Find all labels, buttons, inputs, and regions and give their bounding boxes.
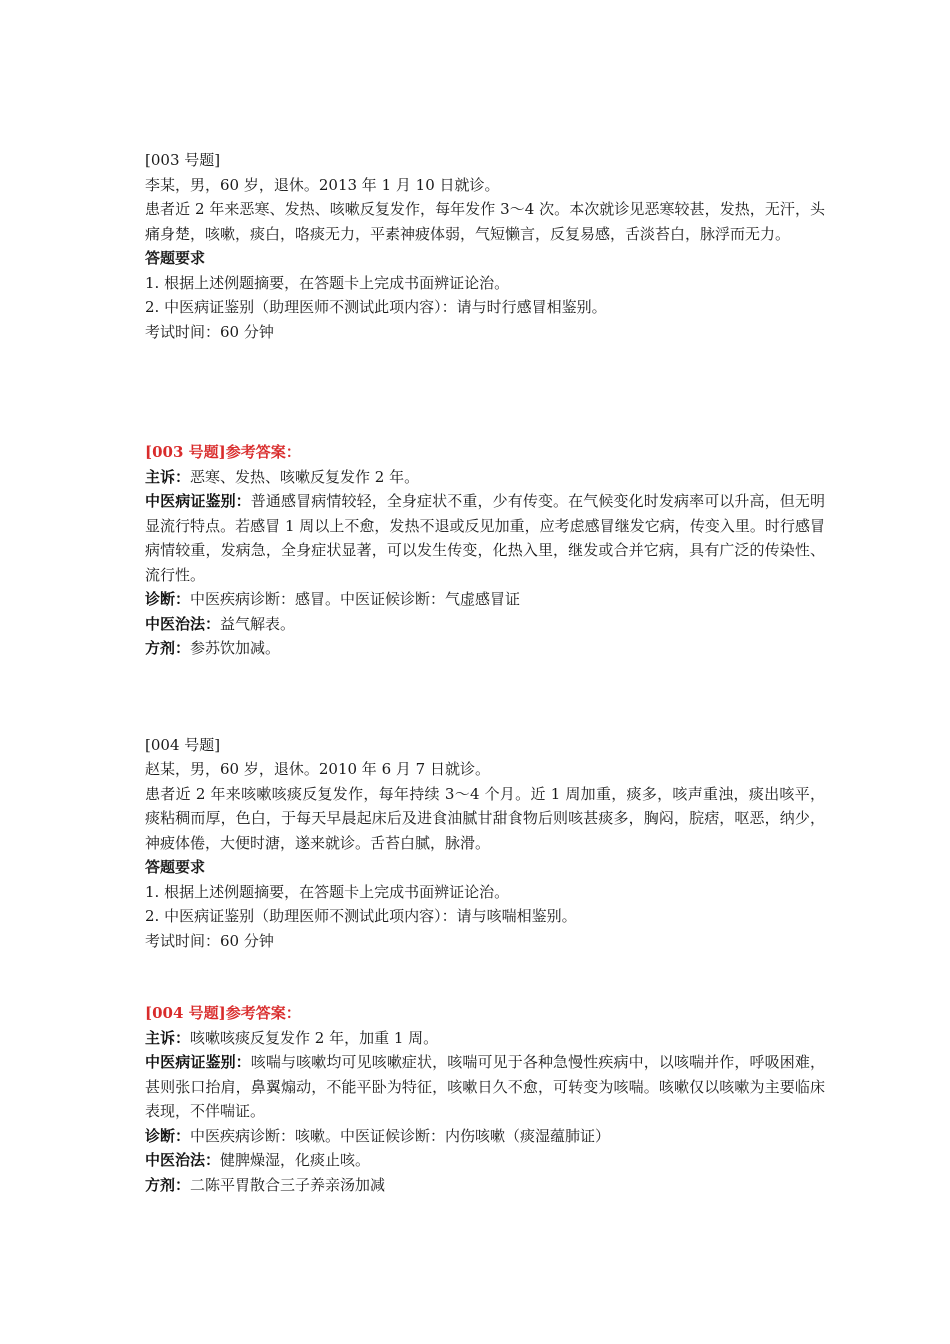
answer-003 — [145, 440, 825, 661]
diagnosis — [145, 587, 825, 612]
method-label: 中医治法： — [145, 614, 221, 633]
answer-title: [003 号题]参考答案： — [145, 443, 301, 461]
case-description: 患者近 2 年来恶寒、发热、咳嗽反复发作，每年发作 3～4 次。本次就诊见恶寒较甚，发热，无汗，头痛身楚，咳嗽，痰白，咯痰无力，平素神疲体弱，气短懒言，反复易感，舌淡苔白，脉浮而无力。 — [145, 200, 825, 243]
diag-label: 诊断： — [145, 1126, 191, 1145]
prescription — [145, 636, 825, 661]
differential-diagnosis — [145, 489, 825, 587]
method-text: 益气解表。 — [220, 614, 296, 633]
treatment-method — [145, 612, 825, 637]
diff-text: 普通感冒病情较轻，全身症状不重，少有传变。在气候变化时发病率可以升高，但无明显流行特点。若感冒 1 周以上不愈，发热不退或反见加重，应考虑感冒继发它病，传变入里。时行感冒病情较重，发病急，全身症状显著，可以发生传变，化热入里，继发或合并它病，具有广泛的传染性、流行性。 — [145, 492, 825, 584]
diff-label: 中医病证鉴别： — [145, 1053, 251, 1071]
requirements-heading: 答题要求 — [145, 858, 206, 876]
requirement-2: 2. 中医病证鉴别（助理医师不测试此项内容）：请与时行感冒相鉴别。 — [145, 298, 607, 316]
differential-diagnosis — [145, 1050, 825, 1124]
exam-time: 考试时间：60 分钟 — [145, 931, 274, 950]
complaint-text: 恶寒、发热、咳嗽反复发作 2 年。 — [190, 467, 420, 486]
answer-title: [004 号题]参考答案： — [145, 1004, 301, 1022]
question-004 — [145, 733, 825, 954]
question-title: [004 号题] — [145, 735, 221, 754]
exam-time: 考试时间：60 分钟 — [145, 322, 274, 341]
patient-intro: 赵某，男，60 岁，退休。2010 年 6 月 7 日就诊。 — [145, 760, 490, 778]
diff-label: 中医病证鉴别： — [145, 492, 251, 510]
complaint-label: 主诉： — [145, 467, 191, 486]
diff-text: 咳喘与咳嗽均可见咳嗽症状，咳喘可见于各种急慢性疾病中，以咳喘并作，呼吸困难，甚则张口抬肩，鼻翼煽动，不能平卧为特征，咳嗽日久不愈，可转变为咳喘。咳嗽仅以咳嗽为主要临床表现，不伴喘证。 — [145, 1053, 825, 1120]
formula-label: 方剂： — [145, 639, 191, 657]
treatment-method — [145, 1148, 825, 1173]
chief-complaint — [145, 1026, 825, 1051]
formula-label: 方剂： — [145, 1175, 191, 1194]
patient-intro: 李某，男，60 岁，退休。2013 年 1 月 10 日就诊。 — [145, 175, 500, 194]
prescription — [145, 1173, 825, 1198]
diag-text: 中医疾病诊断：感冒。中医证候诊断：气虚感冒证 — [190, 590, 521, 608]
formula-text: 二陈平胃散合三子养亲汤加减 — [190, 1175, 386, 1194]
diag-text: 中医疾病诊断：咳嗽。中医证候诊断：内伤咳嗽（痰湿蕴肺证） — [190, 1126, 611, 1145]
requirement-1: 1. 根据上述例题摘要，在答题卡上完成书面辨证论治。 — [145, 882, 510, 901]
requirements-heading: 答题要求 — [145, 249, 206, 267]
method-label: 中医治法： — [145, 1151, 221, 1169]
question-title: [003 号题] — [145, 151, 221, 169]
method-text: 健脾燥湿，化痰止咳。 — [220, 1151, 371, 1169]
case-description: 患者近 2 年来咳嗽咳痰反复发作，每年持续 3～4 个月。近 1 周加重，痰多，咳声重浊，痰出咳平，痰粘稠而厚，色白，于每天早晨起床后及进食油腻甘甜食物后则咳甚痰多，胸闷，脘痞，呕恶，纳少，神疲体倦，大便时溏，遂来就诊。舌苔白腻，脉滑。 — [145, 784, 825, 852]
diagnosis — [145, 1124, 825, 1149]
requirement-1: 1. 根据上述例题摘要，在答题卡上完成书面辨证论治。 — [145, 273, 510, 292]
requirement-2: 2. 中医病证鉴别（助理医师不测试此项内容）：请与咳喘相鉴别。 — [145, 907, 577, 925]
chief-complaint — [145, 465, 825, 490]
formula-text: 参苏饮加减。 — [190, 639, 281, 657]
complaint-text: 咳嗽咳痰反复发作 2 年，加重 1 周。 — [190, 1028, 439, 1047]
document-page — [145, 148, 825, 1197]
question-003 — [145, 148, 825, 344]
complaint-label: 主诉： — [145, 1028, 191, 1047]
answer-004 — [145, 1001, 825, 1197]
diag-label: 诊断： — [145, 590, 191, 608]
